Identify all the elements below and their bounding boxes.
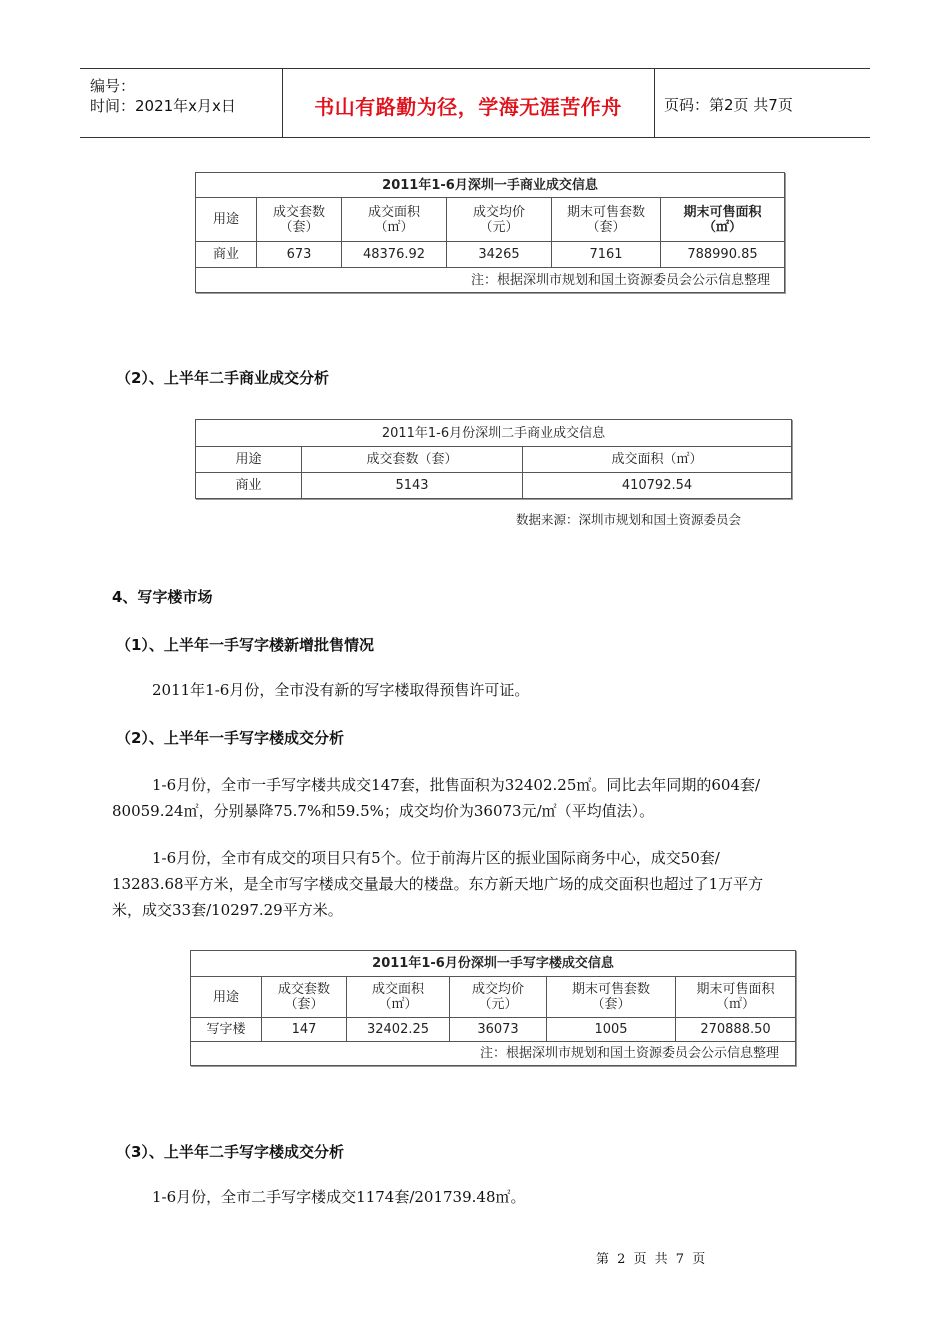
table-title: 2011年1-6月份深圳一手写字楼成交信息 <box>191 951 796 977</box>
col-header: 成交均价 （元） <box>447 198 552 242</box>
table-row <box>191 1018 796 1042</box>
table-row <box>196 473 792 499</box>
col-header: 成交面积 （㎡） <box>342 198 447 242</box>
table-new-commercial <box>195 172 785 293</box>
col-header: 成交面积（㎡） <box>523 447 792 473</box>
code-label: 编号： <box>90 77 136 95</box>
section-heading: （3）、上半年二手写字楼成交分析 <box>116 1143 344 1161</box>
col-header: 期末可售套数 （套） <box>552 198 661 242</box>
section-heading: （2）、上半年一手写字楼成交分析 <box>116 729 344 747</box>
col-header: 成交面积 （㎡） <box>347 977 450 1018</box>
table-cell: 34265 <box>447 242 552 268</box>
col-header: 用途 <box>196 198 257 242</box>
table-cell: 673 <box>257 242 342 268</box>
paragraph: 米，成交33套/10297.29平方米。 <box>112 901 343 919</box>
paragraph: 13283.68平方米，是全市写字楼成交量最大的楼盘。东方新天地广场的成交面积也超过了1万平方 <box>112 875 764 893</box>
table-cell: 36073 <box>450 1018 547 1042</box>
page-label: 页码：第2页 共7页 <box>664 96 793 114</box>
table-title: 2011年1-6月份深圳二手商业成交信息 <box>196 420 792 447</box>
paragraph: 1-6月份，全市一手写字楼共成交147套，批售面积为32402.25㎡。同比去年同期的604套/ <box>152 776 761 794</box>
table-note: 注：根据深圳市规划和国土资源委员会公示信息整理 <box>191 1042 796 1066</box>
paragraph: 80059.24㎡，分别暴降75.7%和59.5%；成交均价为36073元/㎡（平均值法）。 <box>112 802 655 820</box>
table-cell: 商业 <box>196 473 302 499</box>
header-meta-cell <box>80 69 283 137</box>
col-header: 成交套数（套） <box>302 447 523 473</box>
section-heading: （1）、上半年一手写字楼新增批售情况 <box>116 636 374 654</box>
table-second-commercial <box>195 419 792 499</box>
paragraph: 2011年1-6月份，全市没有新的写字楼取得预售许可证。 <box>152 681 530 699</box>
table-cell: 1005 <box>547 1018 676 1042</box>
header-page-cell <box>654 69 870 137</box>
col-header: 成交套数 （套） <box>257 198 342 242</box>
table-source: 数据来源：深圳市规划和国土资源委员会 <box>516 512 742 527</box>
table-cell: 7161 <box>552 242 661 268</box>
table-note: 注：根据深圳市规划和国土资源委员会公示信息整理 <box>196 268 785 293</box>
paragraph: 1-6月份，全市二手写字楼成交1174套/201739.48㎡。 <box>152 1188 526 1206</box>
table-cell: 270888.50 <box>676 1018 796 1042</box>
table-cell: 48376.92 <box>342 242 447 268</box>
page-header <box>80 68 870 138</box>
page-footer: 第 2 页 共 7 页 <box>596 1252 708 1267</box>
table-cell: 商业 <box>196 242 257 268</box>
paragraph: 1-6月份，全市有成交的项目只有5个。位于前海片区的振业国际商务中心，成交50套/ <box>152 849 720 867</box>
table-cell: 788990.85 <box>661 242 785 268</box>
table-title: 2011年1-6月深圳一手商业成交信息 <box>196 173 785 198</box>
time-label: 时间：2021年x月x日 <box>90 97 236 115</box>
table-new-office <box>190 950 796 1066</box>
table-header-row <box>196 447 792 473</box>
motto: 书山有路勤为径，学海无涯苦作舟 <box>314 95 622 119</box>
col-header: 期末可售面积 （㎡） <box>676 977 796 1018</box>
table-cell: 5143 <box>302 473 523 499</box>
section-heading: 4、写字楼市场 <box>112 588 213 606</box>
col-header: 成交均价 （元） <box>450 977 547 1018</box>
table-header-row <box>196 198 785 242</box>
table-cell: 410792.54 <box>523 473 792 499</box>
col-header: 用途 <box>191 977 262 1018</box>
header-motto-cell <box>282 69 655 137</box>
col-header: 成交套数 （套） <box>262 977 347 1018</box>
table-header-row <box>191 977 796 1018</box>
col-header: 用途 <box>196 447 302 473</box>
table-cell: 32402.25 <box>347 1018 450 1042</box>
section-heading: （2）、上半年二手商业成交分析 <box>116 369 329 387</box>
col-header: 期末可售面积 （㎡） <box>661 198 785 242</box>
table-row <box>196 242 785 268</box>
table-cell: 写字楼 <box>191 1018 262 1042</box>
table-cell: 147 <box>262 1018 347 1042</box>
col-header: 期末可售套数 （套） <box>547 977 676 1018</box>
